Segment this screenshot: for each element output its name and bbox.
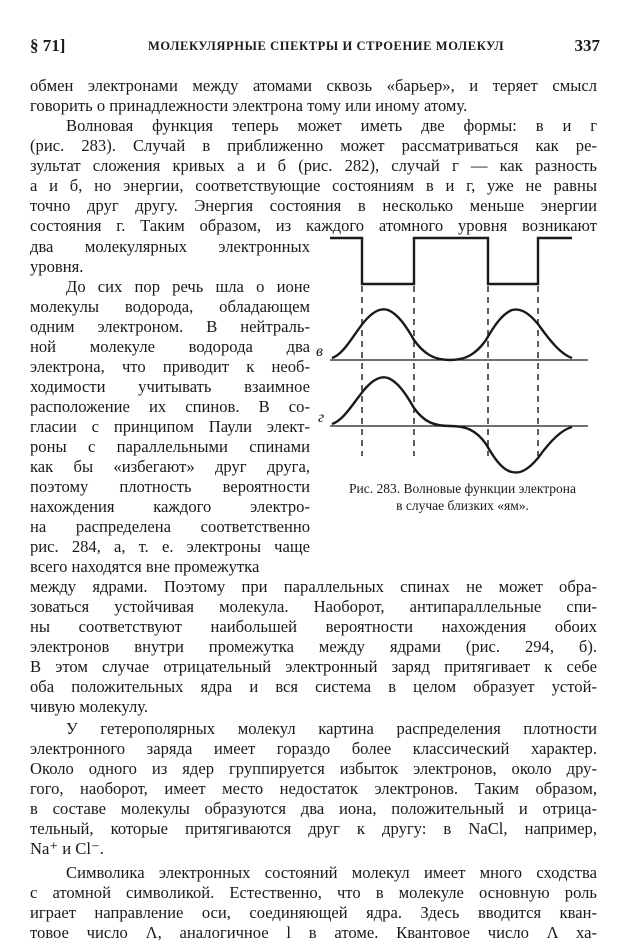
text-line: рис. 284, а, т. е. электроны чаще — [30, 537, 310, 556]
text-line: ной молекуле водорода два — [30, 337, 310, 356]
text-line: уровня. — [30, 257, 84, 276]
wavefunction-g-curve — [332, 377, 572, 472]
text-line: говорить о принадлежности электрона тому или иному атому. — [30, 96, 468, 115]
potential-well-curve — [330, 238, 572, 284]
text-line: расположение их спинов. В со- — [30, 397, 310, 416]
caption-line: в случае близких «ям». — [396, 498, 529, 513]
text-line: как бы «избегают» друг друга, — [30, 457, 310, 476]
text-line: ны соответствуют наибольшей вероятности нахождения обоих — [30, 617, 597, 636]
figure-caption — [320, 480, 605, 514]
text-line: всего находятся вне промежутка — [30, 557, 260, 576]
text-line: а и б, но энергии, соответствующие состояниям в и г, уже не равны — [30, 176, 597, 195]
curve-label-g: г — [318, 409, 325, 426]
text-line: оба положительных ядра и вся система в целом образует устой- — [30, 677, 597, 696]
text-line: зоваться устойчивая молекула. Наоборот, антипараллельные спи- — [30, 597, 597, 616]
text-line: Около одного из ядер группируется избыток электронов, около дру- — [30, 759, 597, 778]
text-line: ходимости учитывать взаимное — [30, 377, 310, 396]
text-line: гого, наоборот, имеет место недостаток электронов. Таким образом, — [30, 779, 597, 798]
caption-line: Рис. 283. Волновые функции электрона — [348, 481, 576, 496]
running-header — [30, 36, 600, 58]
text-line: тельный, которые притягиваются друг к другу: в NaCl, например, — [30, 819, 597, 838]
text-line: гласии с принципом Паули элект- — [30, 417, 310, 436]
text-line: В этом случае отрицательный электронный заряд притягивает к себе — [30, 657, 597, 676]
text-line: чивую молекулу. — [30, 697, 149, 716]
chapter-title: МОЛЕКУЛЯРНЫЕ СПЕКТРЫ И СТРОЕНИЕ МОЛЕКУЛ — [148, 39, 505, 53]
text-line: два молекулярных электронных — [30, 237, 310, 256]
curve-label-v: в — [316, 343, 323, 360]
text-line: зультат сложения кривых а и б (рис. 282), случай г — как разность — [30, 156, 597, 175]
text-line: с атомной символикой. Естественно, что в молекуле основную роль — [30, 883, 597, 902]
text-line: товое число Λ, аналогичное l в атоме. Квантовое число Λ ха- — [30, 923, 597, 942]
text-line: Волновая функция теперь может иметь две формы: в и г — [66, 116, 597, 135]
text-line: точно друг другу. Энергия состояния в несколько меньше энергии — [30, 196, 597, 215]
text-line: играет направление оси, соединяющей ядра. Здесь вводится кван- — [30, 903, 597, 922]
text-line: электронов внутри промежутка между ядрами (рис. 294, б). — [30, 637, 597, 656]
text-line: состояния г. Таким образом, из каждого атомного уровня возникают — [30, 216, 597, 235]
text-line: между ядрами. Поэтому при параллельных спинах не может обра- — [30, 577, 597, 596]
text-line: электронного заряда имеет гораздо более классический характер. — [30, 739, 597, 758]
text-line: молекулы водорода, обладающем — [30, 297, 310, 316]
wavefunction-v-curve — [332, 309, 572, 360]
text-line: на распределена соответственно — [30, 517, 310, 536]
figure-283 — [316, 226, 600, 486]
text-line: У гетерополярных молекул картина распределения плотности — [66, 719, 597, 738]
text-line: в составе молекулы образуются два иона, положительный и отрица- — [30, 799, 597, 818]
text-line: Символика электронных состояний молекул имеет много сходства — [66, 863, 597, 882]
text-line: обмен электронами между атомами сквозь «барьер», и теряет смысл — [30, 76, 597, 95]
page-number: 337 — [574, 36, 600, 55]
text-line: (рис. 283). Случай в приближенно может рассматриваться как ре- — [30, 136, 597, 155]
text-line: роны с параллельными спинами — [30, 437, 310, 456]
section-number: § 71] — [30, 36, 66, 55]
text-line: одним электроном. В нейтраль- — [30, 317, 310, 336]
text-line: поэтому плотность вероятности — [30, 477, 310, 496]
text-line: До сих пор речь шла о ионе — [66, 277, 310, 296]
text-line: Na⁺ и Cl⁻. — [30, 839, 104, 858]
text-line: электрона, что приводит к необ- — [30, 357, 310, 376]
text-line: нахождения каждого электро- — [30, 497, 310, 516]
